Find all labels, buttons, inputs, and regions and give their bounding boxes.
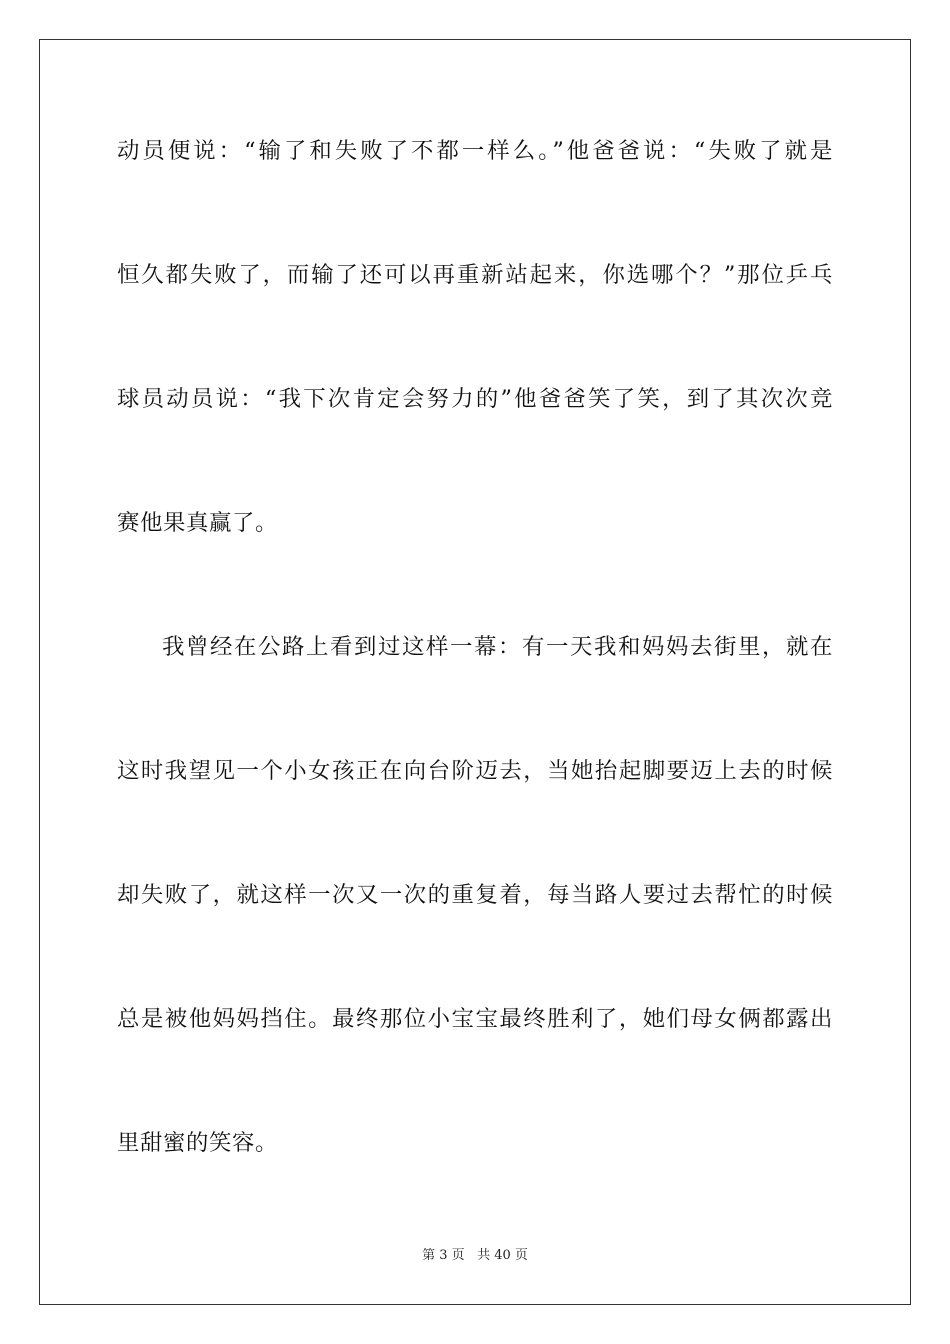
page-border (39, 39, 911, 1305)
paragraph-line: 我曾经在公路上看到过这样一幕：有一天我和妈妈去街里，就在 (162, 634, 833, 660)
paragraph-line: 恒久都失败了，而输了还可以再重新站起来，你选哪个？”那位乒乓 (117, 262, 833, 288)
paragraph-line: 赛他果真赢了。 (117, 510, 278, 536)
paragraph-line: 动员便说：“输了和失败了不都一样么。”他爸爸说：“失败了就是 (117, 138, 833, 164)
paragraph-line: 里甜蜜的笑容。 (117, 1130, 278, 1156)
paragraph-line: 却失败了，就这样一次又一次的重复着，每当路人要过去帮忙的时候 (117, 882, 833, 908)
page-footer (0, 1247, 950, 1265)
paragraph-line: 总是被他妈妈挡住。最终那位小宝宝最终胜利了，她们母女俩都露出 (117, 1006, 833, 1032)
paragraph-line: 球员动员说：“我下次肯定会努力的”他爸爸笑了笑，到了其次次竞 (117, 386, 833, 412)
page-total: 共 40 页 (477, 1248, 528, 1263)
page-number: 第 3 页 (422, 1248, 465, 1263)
paragraph-line: 这时我望见一个小女孩正在向台阶迈去，当她抬起脚要迈上去的时候 (117, 758, 833, 784)
